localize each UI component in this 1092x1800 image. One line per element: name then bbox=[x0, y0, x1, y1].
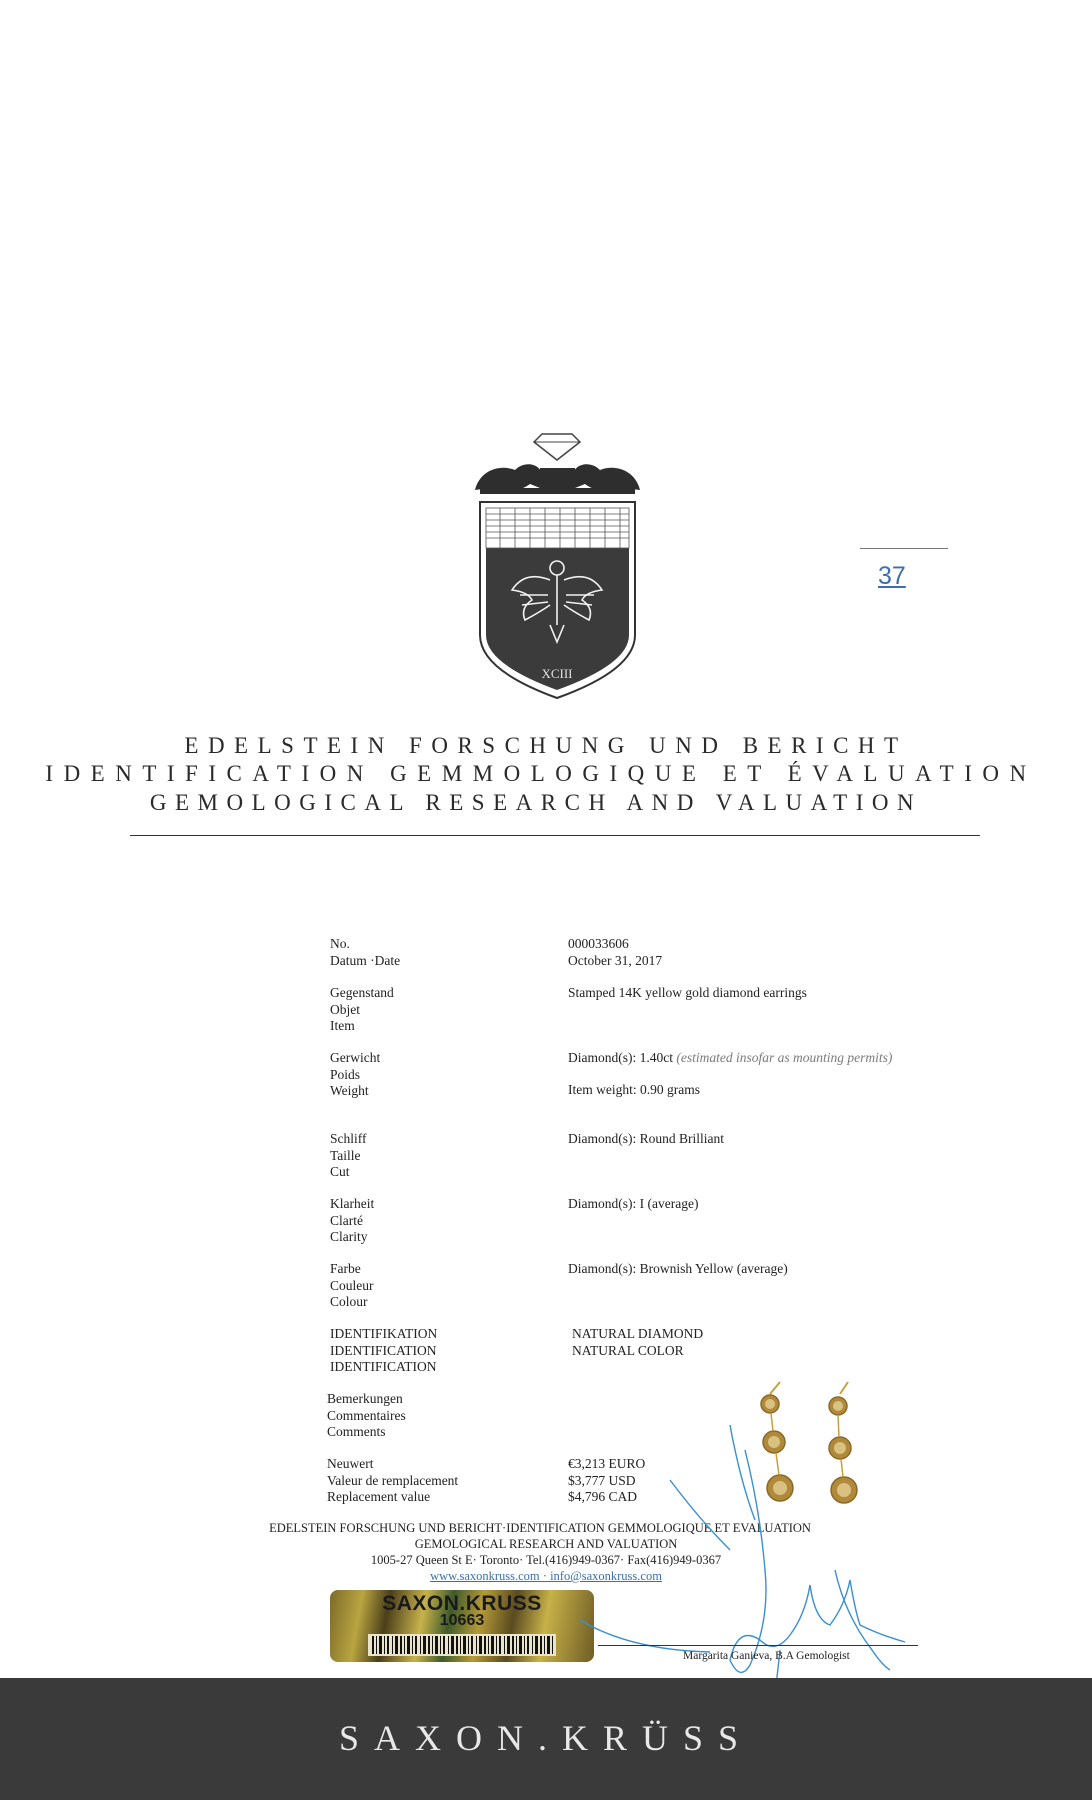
barcode-icon bbox=[368, 1634, 556, 1656]
clarity-value: Diamond(s): I (average) bbox=[568, 1196, 699, 1211]
identification-value: NATURAL DIAMOND NATURAL COLOR bbox=[572, 1326, 704, 1358]
page-number: 37 bbox=[878, 562, 906, 590]
identification-label: IDENTIFIKATION IDENTIFICATION IDENTIFICATION bbox=[330, 1326, 438, 1374]
number-value: 000033606 October 31, 2017 bbox=[568, 936, 663, 968]
page-number-rule bbox=[860, 548, 948, 549]
number-label: No. Datum ·Date bbox=[330, 936, 401, 968]
footer-web-link[interactable]: www.saxonkruss.com · info@saxonkruss.com bbox=[430, 1569, 662, 1583]
replacement-label: Neuwert Valeur de remplacement Replacement value bbox=[327, 1456, 459, 1504]
signatory-name: Margarita Ganieva, B.A Gemologist bbox=[683, 1650, 850, 1662]
grid-pattern bbox=[486, 508, 629, 548]
hologram-title: SAXON.KRUSS bbox=[382, 1592, 542, 1615]
weight-label: Gerwicht Poids Weight bbox=[330, 1050, 381, 1098]
colour-value: Diamond(s): Brownish Yellow (average) bbox=[568, 1261, 788, 1276]
hologram-number: 10663 bbox=[439, 1612, 485, 1629]
crest-emblem bbox=[470, 430, 645, 710]
weight-value: Diamond(s): 1.40ct (estimated insofar as mounting permits) bbox=[568, 1050, 893, 1065]
hologram-sticker bbox=[330, 1590, 594, 1662]
title-divider bbox=[130, 835, 980, 836]
diamond-icon bbox=[534, 434, 580, 460]
item-value: Stamped 14K yellow gold diamond earrings bbox=[568, 985, 807, 1000]
footer-address-line: 1005-27 Queen St E· Toronto· Tel.(416)949-0367· Fax(416)949-0367 bbox=[370, 1553, 722, 1567]
title-english: GEMOLOGICAL RESEARCH AND VALUATION bbox=[149, 790, 923, 815]
cut-value: Diamond(s): Round Brilliant bbox=[568, 1131, 724, 1146]
brand-wordmark: SAXON.KRÜSS bbox=[338, 1718, 754, 1758]
footer-company-line: EDELSTEIN FORSCHUNG UND BERICHT·IDENTIFICATION GEMMOLOGIQUE ET EVALUATION bbox=[269, 1521, 811, 1535]
replacement-value: €3,213 EURO $3,777 USD $4,796 CAD bbox=[568, 1456, 646, 1504]
crest-roman-numeral: XCIII bbox=[541, 666, 573, 681]
clarity-label: Klarheit Clarté Clarity bbox=[330, 1196, 375, 1244]
crown-icon bbox=[475, 464, 640, 494]
cut-label: Schliff Taille Cut bbox=[330, 1131, 367, 1179]
colour-label: Farbe Couleur Colour bbox=[330, 1261, 374, 1309]
title-german: EDELSTEIN FORSCHUNG UND BERICHT bbox=[184, 733, 908, 758]
footer-subtitle-line: GEMOLOGICAL RESEARCH AND VALUATION bbox=[414, 1537, 678, 1551]
item-weight-value: Item weight: 0.90 grams bbox=[568, 1082, 700, 1097]
signature-line bbox=[598, 1645, 918, 1646]
item-label: Gegenstand Objet Item bbox=[330, 985, 394, 1033]
title-french: IDENTIFICATION GEMMOLOGIQUE ET ÉVALUATION bbox=[45, 761, 1037, 786]
comments-label: Bemerkungen Commentaires Comments bbox=[327, 1391, 406, 1439]
